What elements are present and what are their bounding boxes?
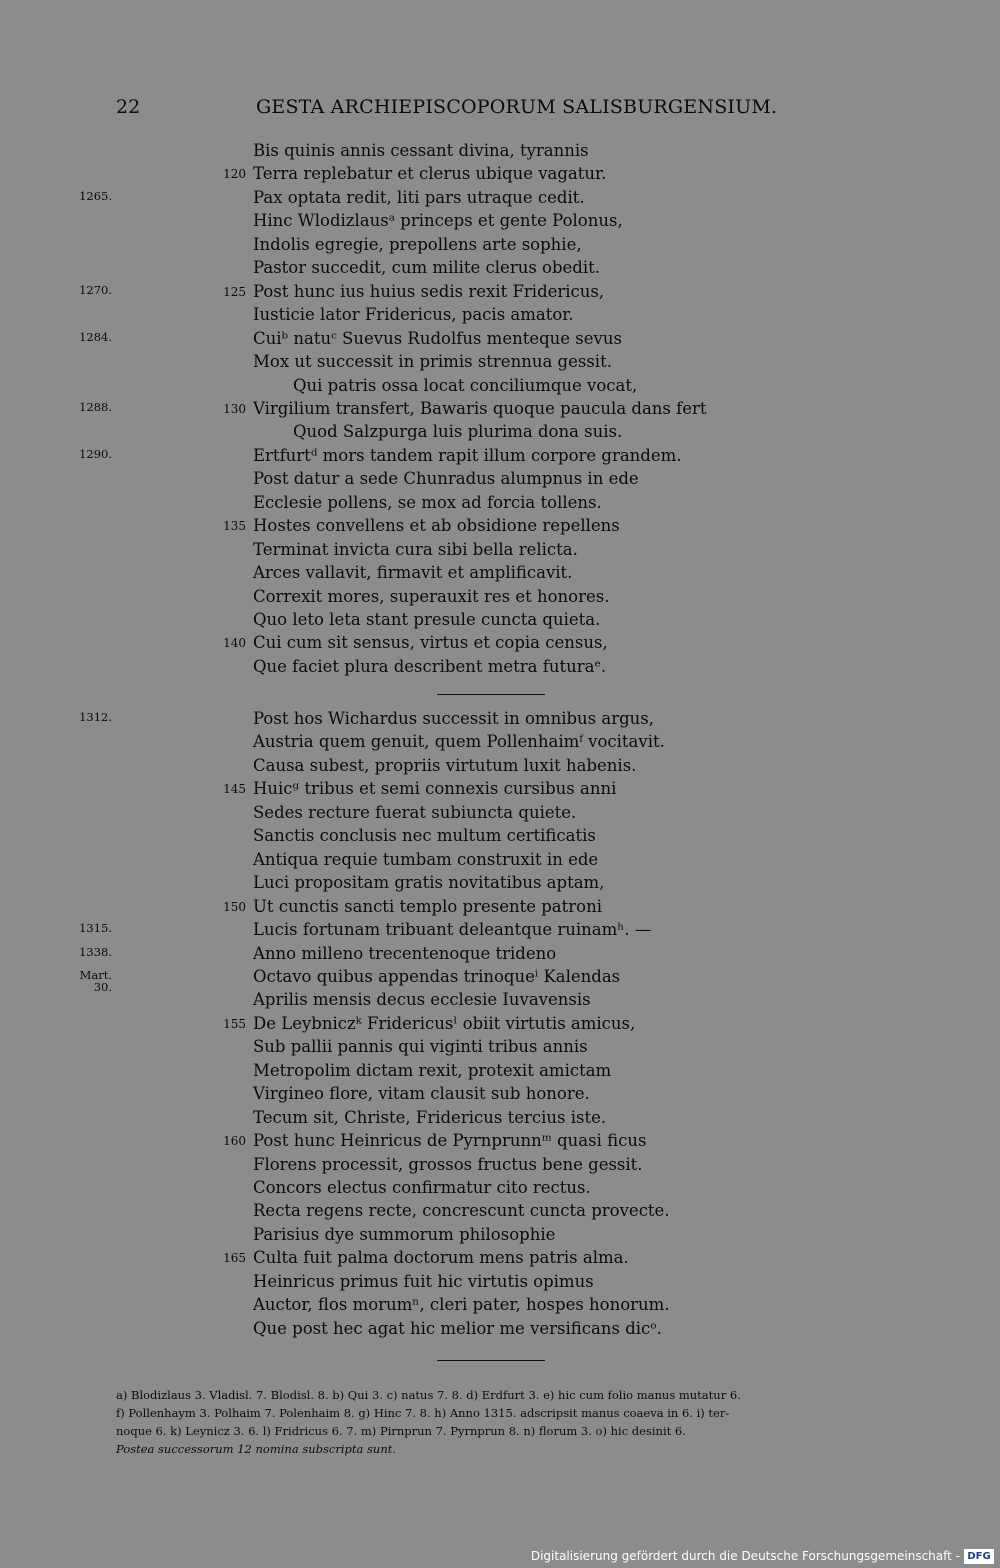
verse-text: Ut cunctis sancti templo presente patroni [253,896,602,916]
verse-row [0,467,1000,490]
verse-text: De Leybniczᵏ Fridericusˡ obiit virtutis amicus, [253,1013,636,1033]
verse-text: Culta fuit palma doctorum mens patris alma. [253,1248,629,1268]
verse-text: Post hos Wichardus successit in omnibus argus, [253,709,655,728]
verse-row [0,631,1000,654]
verse-row [0,965,1000,994]
verse-row [0,444,1000,467]
verse-text: Terra replebatur et clerus ubique vagatur. [253,164,607,184]
verse-text: Post datur a sede Chunradus alumpnus in ede [253,469,639,489]
section-divider [437,694,545,695]
margin-year: 1290. [79,446,112,461]
verse-row [0,824,1000,847]
verse-row [0,777,1000,800]
verse-text: Virgineo flore, vitam clausit sub honore. [253,1084,590,1104]
verse-line-number: 125 [223,284,246,299]
footnote-line: f) Pollenhaym 3. Polhaim 7. Polenhaim 8. g) Hinc 7. 8. h) Anno 1315. adscripsit manus coaeva in 6. i) ter- [116,1406,730,1420]
verse-text: Concors electus confirmatur cito rectus. [253,1178,591,1197]
verse-text: Recta regens recte, concrescunt cuncta provecte. [253,1201,670,1221]
verse-text: Terminat invicta cura sibi bella relicta. [253,539,578,559]
verse-text: Mox ut successit in primis strennua gessit. [253,352,612,372]
verse-text: Sanctis conclusis nec multum certificatis [253,826,596,846]
verse-text: Virgilium transfert, Bawaris quoque paucula dans fert [253,398,707,418]
verse-row [0,374,1000,397]
verse-text: Auctor, flos morumⁿ, cleri pater, hospes honorum. [253,1295,670,1315]
footnotes [116,1386,896,1458]
verse-row [0,233,1000,256]
verse-text: Sedes recture fuerat subiuncta quiete. [253,802,577,822]
verse-text: Qui patris ossa locat conciliumque vocat, [293,375,638,395]
verse-line-number: 145 [223,782,246,797]
margin-year: 1312. [79,710,112,724]
verse-row [0,1082,1000,1105]
margin-year: 1315. [79,921,112,936]
verse-row [0,707,1000,730]
verse-text: Anno milleno trecentenoque trideno [253,943,557,963]
verse-text: Que faciet plura describent metra futuraᵉ. [253,656,607,676]
verse-text: Hinc Wlodizlausᵃ princeps et gente Polonus, [253,211,623,231]
verse-text: Indolis egregie, prepollens arte sophie, [253,234,582,254]
footnote-line: Postea successorum 12 nomina subscripta sunt. [116,1442,397,1456]
verse-text: Sub pallii pannis qui viginti tribus annis [253,1037,588,1057]
verse-row [0,918,1000,941]
verse-row [0,585,1000,608]
verse-text: Quod Salzpurga luis plurima dona suis. [293,422,623,442]
verse-line-number: 130 [223,401,246,416]
margin-year: 1284. [79,329,112,344]
verse-row [0,303,1000,326]
verse-text: Arces vallavit, firmavit et amplificavit. [253,563,573,583]
verse-row [0,162,1000,185]
verse-row [0,420,1000,443]
footnote-divider [437,1360,545,1361]
verse-text: Pastor succedit, cum milite clerus obedit. [253,258,601,278]
verse-row [0,1293,1000,1316]
verse-row [0,1317,1000,1340]
verse-text: Tecum sit, Christe, Fridericus tercius iste. [253,1107,607,1127]
verse-row [0,1199,1000,1222]
margin-year: 1288. [79,399,112,414]
verse-text: Aprilis mensis decus ecclesie Iuvavensis [253,990,591,1010]
verse-text: Hostes convellens et ab obsidione repellens [253,516,620,536]
verse-row [0,186,1000,209]
verse-text: Cui cum sit sensus, virtus et copia census, [253,633,608,653]
verse-text: Post hunc Heinricus de Pyrnprunnᵐ quasi ficus [253,1131,647,1151]
verse-row [0,848,1000,871]
page-number: 22 [116,96,141,118]
verse-text: Cuiᵇ natuᶜ Suevus Rudolfus menteque sevus [253,328,622,348]
verse-text: Lucis fortunam tribuant deleantque ruinamʰ. — [253,920,652,940]
verse-row [0,280,1000,303]
page-header [0,96,1000,126]
margin-year: 1270. [79,282,112,297]
verse-row [0,491,1000,514]
verse-row [0,1223,1000,1246]
verse-row [0,608,1000,631]
verse-row [0,538,1000,561]
verse-text: Heinricus primus fuit hic virtutis opimus [253,1271,594,1291]
verse-row [0,561,1000,584]
verse-row [0,397,1000,420]
verse-text: Pax optata redit, liti pars utraque cedit. [253,187,585,207]
verse-line-number: 155 [223,1016,246,1031]
verse-text: Ecclesie pollens, se mox ad forcia tollens. [253,492,602,512]
verse-row [0,801,1000,824]
verse-row [0,1270,1000,1293]
verse-row [0,988,1000,1011]
verse-row [0,1246,1000,1269]
verse-text: Correxit mores, superauxit res et honores. [253,586,610,606]
verse-row [0,942,1000,965]
verse-text: Huicᵍ tribus et semi connexis cursibus anni [253,779,617,799]
verse-text: Iusticie lator Fridericus, pacis amator. [253,305,574,325]
verse-row [0,655,1000,678]
dfg-logo: DFG [964,1549,994,1564]
margin-year: Mart. 30. [79,967,112,994]
verse-row [0,1176,1000,1199]
credit-text: Digitalisierung gefördert durch die Deutsche Forschungsgemeinschaft - [530,1549,960,1563]
verse-row [0,895,1000,918]
verse-line-number: 135 [223,519,246,534]
digitization-credit [0,1546,1000,1568]
verse-row [0,256,1000,279]
verse-row [0,1129,1000,1152]
verse-text: Austria quem genuit, quem Pollenhaimᶠ vocitavit. [253,732,665,752]
verse-row [0,1153,1000,1176]
margin-year: 1265. [79,188,112,203]
verse-text: Post hunc ius huius sedis rexit Fridericus, [253,281,605,301]
verse-text: Que post hec agat hic melior me versificans dicᵒ. [253,1318,662,1338]
verse-line-number: 160 [223,1134,246,1149]
verse-line-number: 165 [223,1251,246,1266]
running-title: GESTA ARCHIEPISCOPORUM SALISBURGENSIUM. [256,96,778,118]
verse-line-number: 140 [223,636,246,651]
verse-line-number: 150 [223,899,246,914]
verse-text: Metropolim dictam rexit, protexit amictam [253,1060,612,1080]
verse-text: Florens processit, grossos fructus bene gessit. [253,1154,643,1174]
verse-text: Parisius dye summorum philosophie [253,1224,556,1244]
verse-row [0,327,1000,350]
verse-text: Bis quinis annis cessant divina, tyrannis [253,141,589,160]
verse-text: Ertfurtᵈ mors tandem rapit illum corpore grandem. [253,445,682,465]
verse-row [0,871,1000,894]
verse-row [0,730,1000,753]
verse-row [0,1012,1000,1035]
verse-row [0,514,1000,537]
verse-row [0,1035,1000,1058]
verse-row [0,754,1000,777]
verse-text: Luci propositam gratis novitatibus aptam, [253,873,605,893]
verse-text: Octavo quibus appendas trinoqueⁱ Kalendas [253,966,621,986]
verse-text: Quo leto leta stant presule cuncta quieta. [253,610,601,629]
margin-year: 1338. [79,944,112,959]
footnote-line: a) Blodizlaus 3. Vladisl. 7. Blodisl. 8. b) Qui 3. c) natus 7. 8. d) Erdfurt 3. e) hic cum folio manus mutatur 6. [116,1388,741,1402]
verse-text: Antiqua requie tumbam construxit in ede [253,849,599,869]
verse-row [0,350,1000,373]
verse-text: Causa subest, propriis virtutum luxit habenis. [253,755,637,775]
verse-row [0,1106,1000,1129]
footnote-line: noque 6. k) Leynicz 3. 6. l) Fridricus 6. 7. m) Pirnprun 7. Pyrnprun 8. n) florum 3. o) hic desinit 6. [116,1424,686,1438]
verse-row [0,1059,1000,1082]
verse-row [0,209,1000,232]
verse-row [0,139,1000,162]
verse-line-number: 120 [223,167,246,182]
